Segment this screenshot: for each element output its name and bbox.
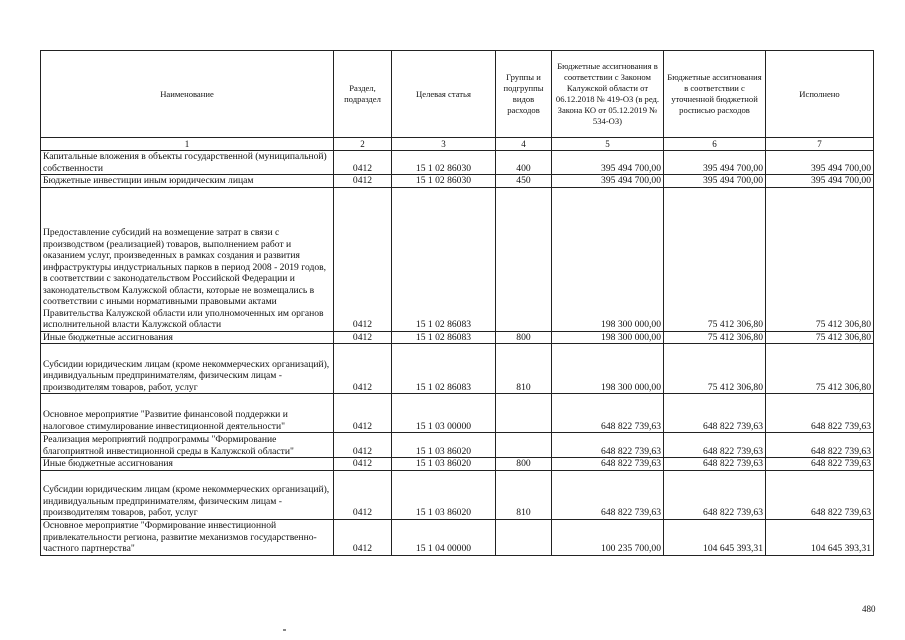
row-executed: 648 822 739,63 — [766, 433, 874, 458]
header-executed: Исполнено — [766, 51, 874, 138]
table-row — [41, 433, 874, 458]
header-expense-group: Группы и подгруппы видов расходов — [496, 51, 552, 138]
row-section: 0412 — [334, 519, 392, 555]
budget-table-sheet — [40, 50, 873, 556]
row-article: 15 1 03 86020 — [392, 470, 496, 519]
row-law-allocation: 648 822 739,63 — [552, 470, 664, 519]
table-row — [41, 344, 874, 394]
row-law-allocation: 395 494 700,00 — [552, 151, 664, 175]
row-name: Предоставление субсидий на возмещение затрат в связи с производством (реализацией) товаров, выполнением работ и оказанием услуг, произведенных в рамках создания и развития инфраструктуры индустриальных парков в период 2008 - 2019 годов, в соответствии с законодательством Российской Федерации и законодательством Калужской области, которые не возмещались в соответствии с иными нормативными правовыми актами Правительства Калужской области или уполномоченных им органов исполнительной власти Калужской области — [41, 187, 334, 331]
row-article: 15 1 02 86030 — [392, 151, 496, 175]
row-law-allocation: 100 235 700,00 — [552, 519, 664, 555]
row-name: Субсидии юридическим лицам (кроме некоммерческих организаций), индивидуальным предпринимателям, физическим лицам - производителям товаров, работ, услуг — [41, 470, 334, 519]
column-number: 7 — [766, 138, 874, 151]
table-header-row — [41, 51, 874, 138]
row-law-allocation: 648 822 739,63 — [552, 433, 664, 458]
row-law-allocation: 648 822 739,63 — [552, 394, 664, 433]
row-article: 15 1 03 86020 — [392, 433, 496, 458]
row-plan-allocation: 648 822 739,63 — [664, 394, 766, 433]
row-article: 15 1 03 00000 — [392, 394, 496, 433]
row-name: Иные бюджетные ассигнования — [41, 331, 334, 344]
row-section: 0412 — [334, 458, 392, 471]
row-plan-allocation: 648 822 739,63 — [664, 458, 766, 471]
header-name: Наименование — [41, 51, 334, 138]
table-row — [41, 394, 874, 433]
row-plan-allocation: 648 822 739,63 — [664, 470, 766, 519]
row-section: 0412 — [334, 175, 392, 188]
row-expense-group: 810 — [496, 470, 552, 519]
row-expense-group: 800 — [496, 458, 552, 471]
row-plan-allocation: 75 412 306,80 — [664, 331, 766, 344]
row-expense-group — [496, 187, 552, 331]
row-expense-group: 800 — [496, 331, 552, 344]
row-section: 0412 — [334, 331, 392, 344]
row-executed: 75 412 306,80 — [766, 344, 874, 394]
scan-speck — [283, 629, 286, 631]
row-article: 15 1 02 86083 — [392, 331, 496, 344]
row-executed: 395 494 700,00 — [766, 151, 874, 175]
row-expense-group — [496, 433, 552, 458]
column-number: 5 — [552, 138, 664, 151]
row-name: Субсидии юридическим лицам (кроме некоммерческих организаций), индивидуальным предпринимателям, физическим лицам - производителям товаров, работ, услуг — [41, 344, 334, 394]
table-row — [41, 519, 874, 555]
row-plan-allocation: 395 494 700,00 — [664, 151, 766, 175]
row-executed: 648 822 739,63 — [766, 394, 874, 433]
row-law-allocation: 395 494 700,00 — [552, 175, 664, 188]
column-number-row — [41, 138, 874, 151]
table-row — [41, 458, 874, 471]
row-plan-allocation: 395 494 700,00 — [664, 175, 766, 188]
row-section: 0412 — [334, 394, 392, 433]
row-law-allocation: 198 300 000,00 — [552, 187, 664, 331]
column-number: 3 — [392, 138, 496, 151]
row-executed: 648 822 739,63 — [766, 470, 874, 519]
row-executed: 648 822 739,63 — [766, 458, 874, 471]
row-name: Реализация мероприятий подпрограммы "Формирование благоприятной инвестиционной среды в Калужской области" — [41, 433, 334, 458]
row-executed: 75 412 306,80 — [766, 187, 874, 331]
column-number: 6 — [664, 138, 766, 151]
column-number: 1 — [41, 138, 334, 151]
row-name: Капитальные вложения в объекты государственной (муниципальной) собственности — [41, 151, 334, 175]
row-section: 0412 — [334, 344, 392, 394]
table-row — [41, 187, 874, 331]
column-number: 2 — [334, 138, 392, 151]
row-name: Бюджетные инвестиции иным юридическим лицам — [41, 175, 334, 188]
row-section: 0412 — [334, 187, 392, 331]
row-expense-group — [496, 394, 552, 433]
table-body — [41, 151, 874, 556]
row-section: 0412 — [334, 470, 392, 519]
header-plan-allocation: Бюджетные ассигнования в соответствии с уточненной бюджетной росписью расходов — [664, 51, 766, 138]
row-expense-group — [496, 519, 552, 555]
row-plan-allocation: 648 822 739,63 — [664, 433, 766, 458]
row-article: 15 1 02 86083 — [392, 344, 496, 394]
column-number: 4 — [496, 138, 552, 151]
row-article: 15 1 03 86020 — [392, 458, 496, 471]
header-law-allocation: Бюджетные ассигнования в соответствии с Законом Калужской области от 06.12.2018 № 419-ОЗ (в ред. Закона КО от 05.12.2019 № 534-ОЗ) — [552, 51, 664, 138]
row-law-allocation: 198 300 000,00 — [552, 344, 664, 394]
row-expense-group: 450 — [496, 175, 552, 188]
row-article: 15 1 02 86083 — [392, 187, 496, 331]
row-expense-group: 810 — [496, 344, 552, 394]
row-executed: 395 494 700,00 — [766, 175, 874, 188]
row-executed: 104 645 393,31 — [766, 519, 874, 555]
page-number: 480 — [862, 604, 876, 614]
row-plan-allocation: 75 412 306,80 — [664, 344, 766, 394]
row-name: Основное мероприятие "Развитие финансовой поддержки и налоговое стимулирование инвестиционной деятельности" — [41, 394, 334, 433]
header-section: Раздел, подраздел — [334, 51, 392, 138]
row-section: 0412 — [334, 151, 392, 175]
row-name: Иные бюджетные ассигнования — [41, 458, 334, 471]
row-section: 0412 — [334, 433, 392, 458]
row-expense-group: 400 — [496, 151, 552, 175]
row-plan-allocation: 75 412 306,80 — [664, 187, 766, 331]
row-law-allocation: 648 822 739,63 — [552, 458, 664, 471]
row-article: 15 1 02 86030 — [392, 175, 496, 188]
row-article: 15 1 04 00000 — [392, 519, 496, 555]
row-name: Основное мероприятие "Формирование инвестиционной привлекательности региона, развитие механизмов государственно-частного партнерства" — [41, 519, 334, 555]
row-executed: 75 412 306,80 — [766, 331, 874, 344]
table-row — [41, 175, 874, 188]
row-law-allocation: 198 300 000,00 — [552, 331, 664, 344]
table-row — [41, 331, 874, 344]
budget-execution-table — [40, 50, 874, 556]
row-plan-allocation: 104 645 393,31 — [664, 519, 766, 555]
table-row — [41, 470, 874, 519]
header-article: Целевая статья — [392, 51, 496, 138]
table-row — [41, 151, 874, 175]
